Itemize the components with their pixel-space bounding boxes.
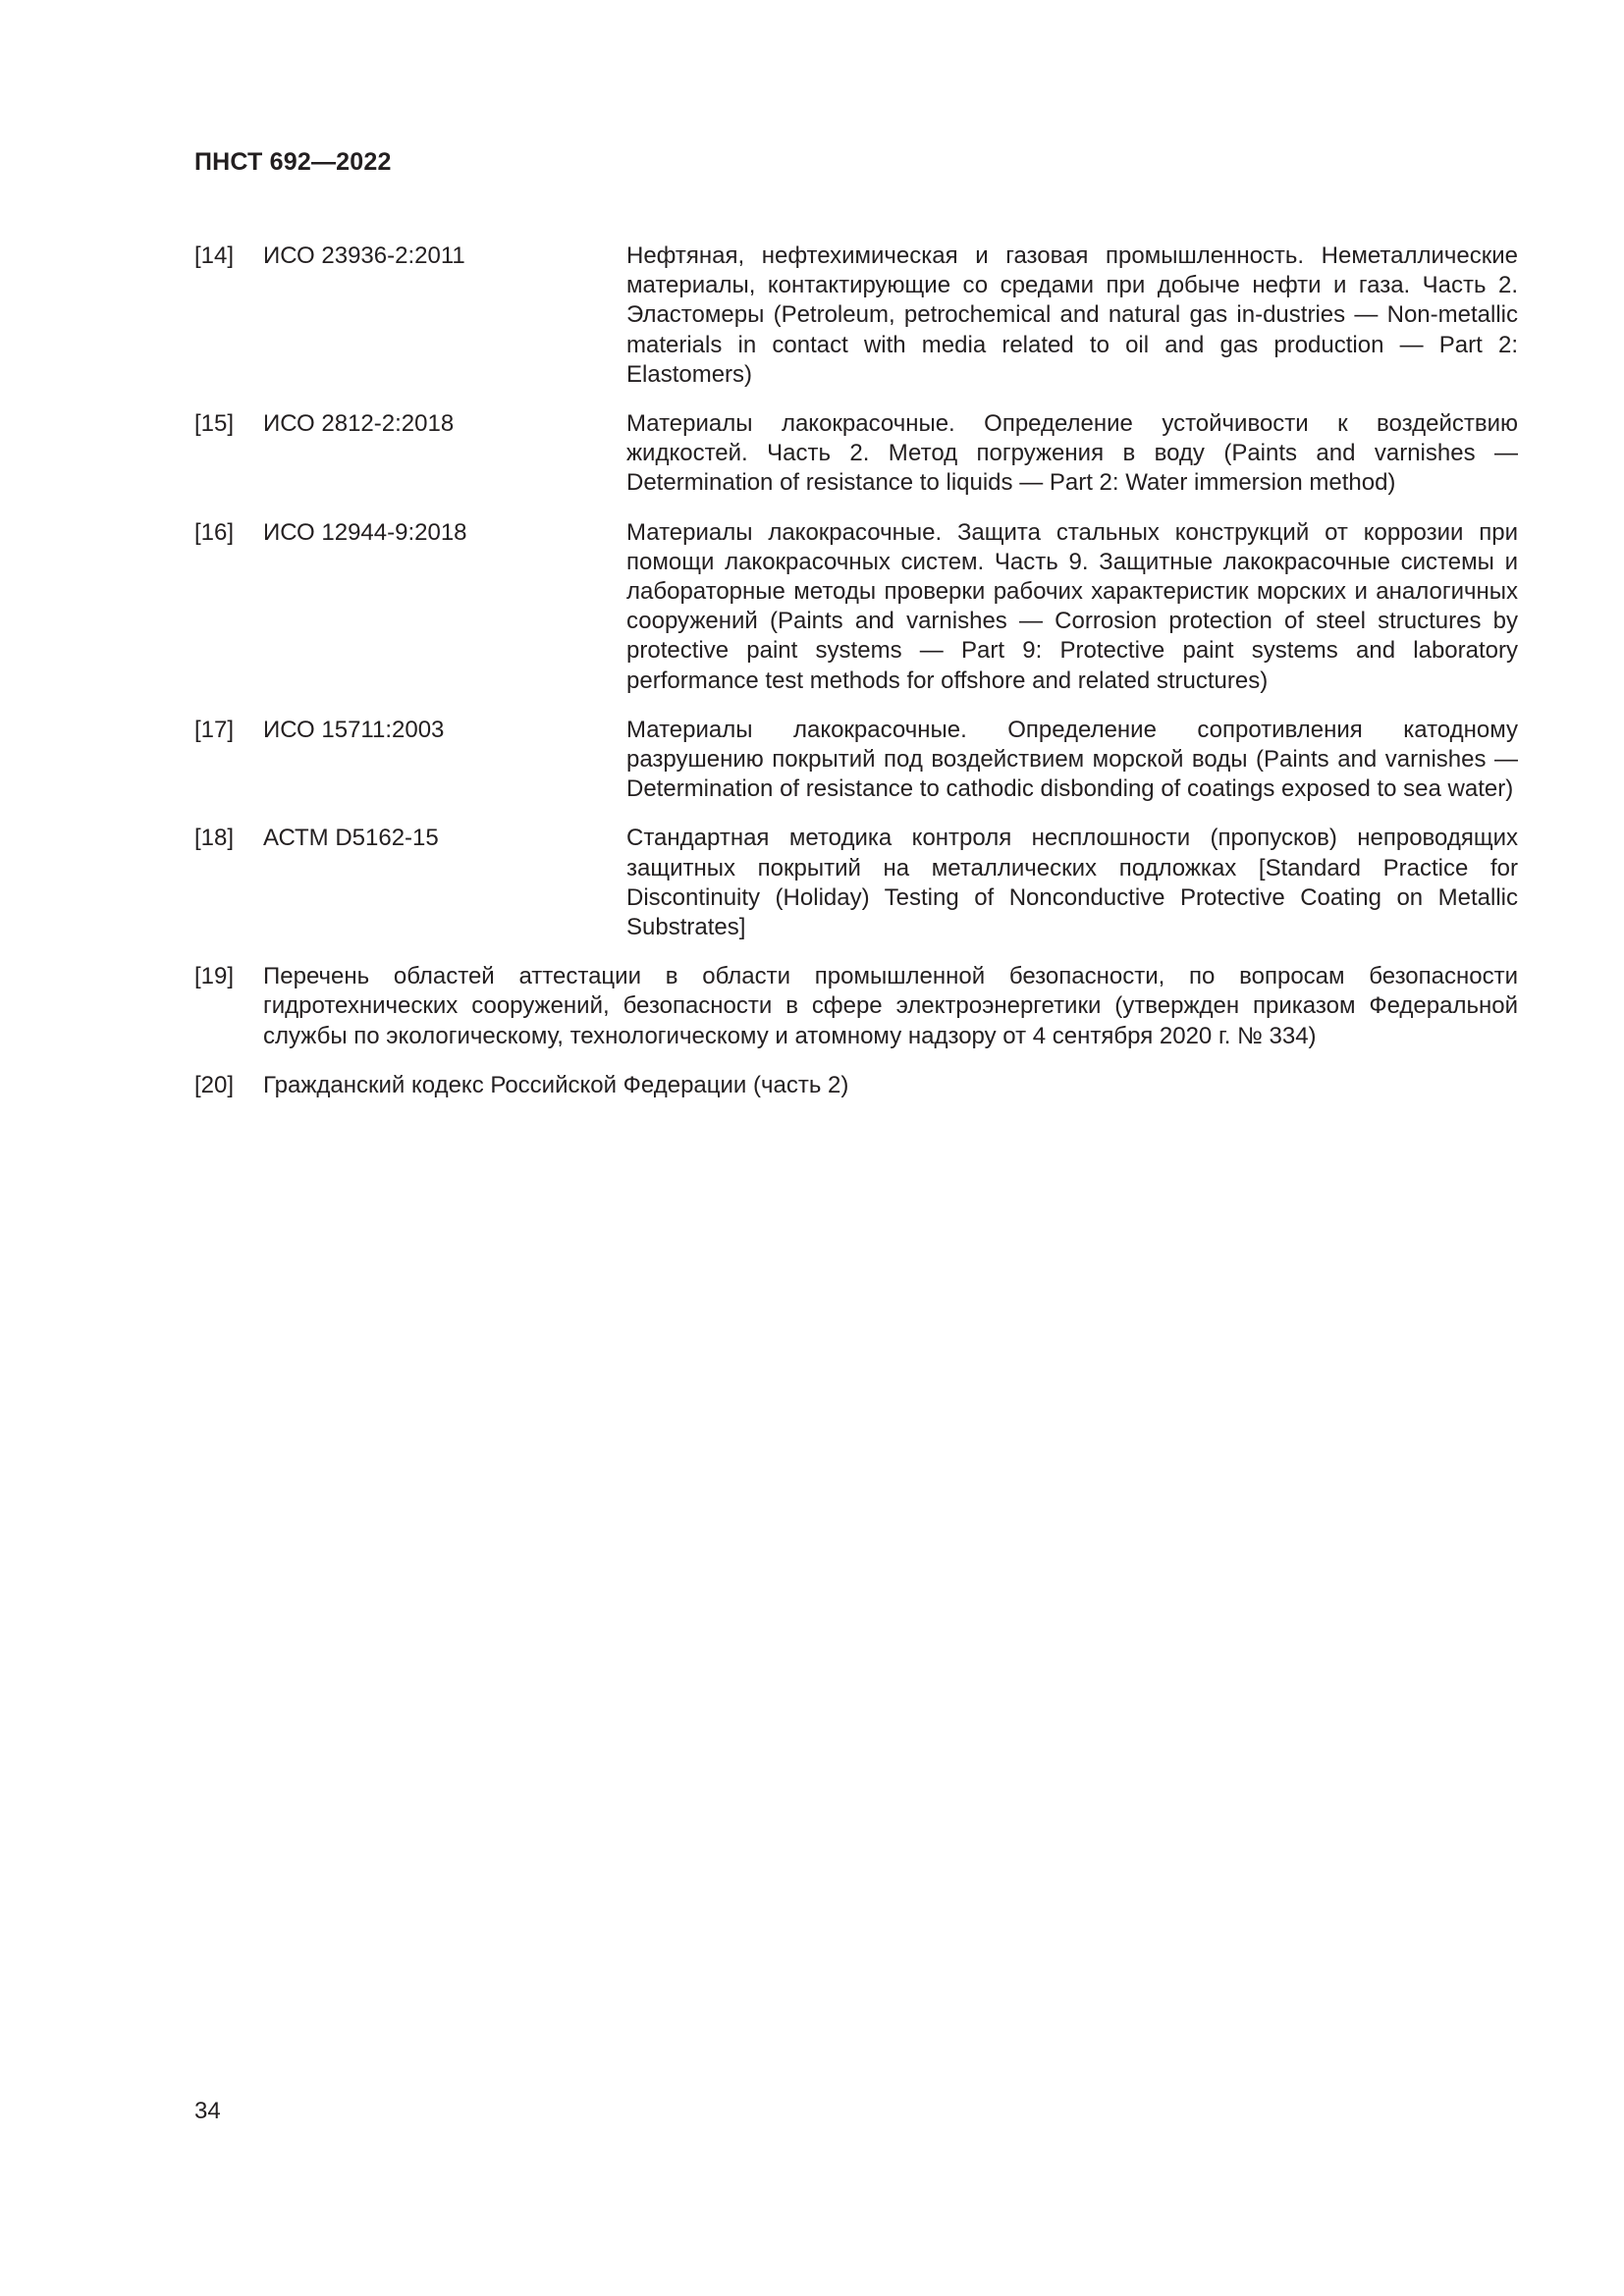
reference-number: [16] xyxy=(194,518,235,546)
reference-title: Нефтяная, нефтехимическая и газовая промышленность. Неметаллические материалы, контактирующие со средами при добыче нефти и газа. Часть 2. Эластомеры (Petroleum, petrochemical and natural gas in-dustries — Non-metallic materials in contact with media related to oil and gas production — Part 2: Elastomers) xyxy=(626,242,1518,388)
page-number: 34 xyxy=(194,2098,221,2124)
reference-title: Перечень областей аттестации в области промышленной безопасности, по вопросам безопасности гидротехнических сооружений, безопасности в сфере электроэнергетики (утвержден приказом Федеральной службы по экологическому, технологическому и атомному надзору от 4 сентября 2020 г. № 334) xyxy=(263,963,1518,1049)
reference-standard-code: АСТМ D5162-15 xyxy=(263,825,439,852)
bibliography-list xyxy=(194,241,1518,1100)
reference-title: Гражданский кодекс Российской Федерации (часть 2) xyxy=(263,1071,849,1098)
reference-number: [14] xyxy=(194,242,235,269)
reference-number: [15] xyxy=(194,410,235,438)
reference-entry-16 xyxy=(194,518,1518,696)
reference-standard-code: ИСО 23936-2:2011 xyxy=(263,242,465,269)
reference-standard-code: ИСО 2812-2:2018 xyxy=(263,410,455,438)
reference-title: Материалы лакокрасочные. Защита стальных конструкций от коррозии при помощи лакокрасочных систем. Часть 9. Защитные лакокрасочные системы и лабораторные методы проверки рабочих характеристик морских и аналогичных сооружений (Paints and varnishes — Corrosion protection of steel structures by protective paint systems — Part 9: Protective paint systems and laboratory performance test methods for offshore and related structures) xyxy=(626,518,1518,694)
reference-entry-17 xyxy=(194,716,1518,805)
reference-entry-19 xyxy=(194,962,1518,1051)
reference-number: [19] xyxy=(194,963,235,990)
reference-title: Материалы лакокрасочные. Определение устойчивости к воздействию жидкостей. Часть 2. Метод погружения в воду (Paints and varnishes — Determination of resistance to liquids — Part 2: Water immersion method) xyxy=(626,410,1518,497)
reference-standard-code: ИСО 15711:2003 xyxy=(263,716,445,743)
reference-entry-18 xyxy=(194,824,1518,942)
reference-number: [18] xyxy=(194,825,235,852)
reference-title: Стандартная методика контроля несплошности (пропусков) непроводящих защитных покрытий на металлических подложках [Standard Practice for Discontinuity (Holiday) Testing of Nonconductive Protective Coating on Metallic Substrates] xyxy=(626,825,1518,941)
reference-title: Материалы лакокрасочные. Определение сопротивления катодному разрушению покрытий под воздействием морской воды (Paints and varnishes — Determination of resistance to cathodic disbonding of coatings exposed to sea water) xyxy=(626,716,1518,803)
document-code-header: ПНСТ 692—2022 xyxy=(194,148,392,176)
reference-standard-code: ИСО 12944-9:2018 xyxy=(263,518,467,546)
reference-entry-20 xyxy=(194,1071,1518,1100)
reference-number: [20] xyxy=(194,1071,235,1098)
reference-number: [17] xyxy=(194,716,235,743)
reference-entry-14 xyxy=(194,241,1518,390)
reference-entry-15 xyxy=(194,409,1518,499)
